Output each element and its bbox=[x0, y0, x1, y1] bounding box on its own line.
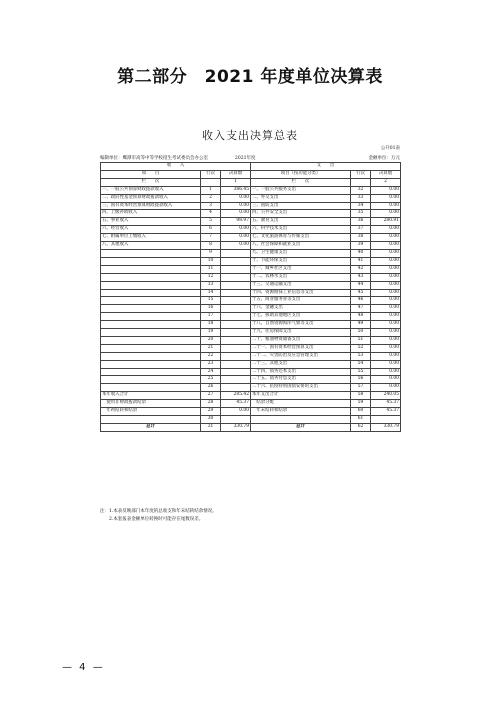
income-amount-cell bbox=[221, 329, 251, 337]
income-amount-cell: 0.00 bbox=[221, 408, 251, 416]
income-row-no-cell: 3 bbox=[201, 202, 221, 210]
expense-item-cell: 二、外交支出 bbox=[251, 194, 351, 202]
expense-item-cell: 十五、商业服务业等支出 bbox=[251, 297, 351, 305]
income-item-cell bbox=[101, 336, 201, 344]
fiscal-year: 2021年度 bbox=[235, 156, 256, 161]
table-row bbox=[101, 257, 401, 265]
income-amount-cell bbox=[221, 281, 251, 289]
income-item-cell: 四、上级补助收入 bbox=[101, 210, 201, 218]
table-row bbox=[101, 352, 401, 360]
expense-row-no-cell: 51 bbox=[351, 336, 371, 344]
expense-row-no-cell: 58 bbox=[351, 392, 371, 400]
income-amount-cell: 0.00 bbox=[221, 242, 251, 250]
table-row bbox=[101, 297, 401, 305]
expense-item-cell: 二十、粮油物资储备支出 bbox=[251, 336, 351, 344]
income-amount-cell bbox=[221, 352, 251, 360]
expense-amount-cell: 0.00 bbox=[371, 336, 401, 344]
expense-row-no-cell: 53 bbox=[351, 352, 371, 360]
expense-item-cell: 十四、资源勘探工业信息等支出 bbox=[251, 289, 351, 297]
income-amount-cell bbox=[221, 321, 251, 329]
income-amount-cell bbox=[221, 257, 251, 265]
expense-amount-cell: 0.00 bbox=[371, 281, 401, 289]
expense-amount-cell: 45.37 bbox=[371, 408, 401, 416]
income-row-no-cell: 29 bbox=[201, 408, 221, 416]
note-line: 注：1.本表反映部门本年度的总收支和年末结转结余情况。 bbox=[100, 509, 217, 514]
income-item-cell bbox=[101, 368, 201, 376]
table-row bbox=[101, 194, 401, 202]
income-item-cell bbox=[101, 352, 201, 360]
expense-item-cell: 十六、金融支出 bbox=[251, 305, 351, 313]
income-row-no-cell: 17 bbox=[201, 313, 221, 321]
income-row-no-cell: 28 bbox=[201, 400, 221, 408]
income-item-cell bbox=[101, 273, 201, 281]
expense-item-cell: 二十一、国有资本经营预算支出 bbox=[251, 344, 351, 352]
table-row bbox=[101, 416, 401, 424]
income-col-number: 1 bbox=[221, 178, 251, 186]
income-row-no-cell: 8 bbox=[201, 242, 221, 250]
table-title: 收入支出决算总表 bbox=[202, 129, 298, 142]
expense-amount-cell: 0.00 bbox=[371, 273, 401, 281]
expense-row-no-cell: 35 bbox=[351, 210, 371, 218]
income-row-no-header: 行次 bbox=[201, 170, 221, 178]
income-col-blank bbox=[201, 178, 221, 186]
income-amount-cell: 98.97 bbox=[221, 218, 251, 226]
table-row bbox=[101, 408, 401, 416]
page-number: — 4 — bbox=[62, 662, 105, 673]
form-number: 公开01表 bbox=[380, 146, 400, 151]
income-row-no-cell: 30 bbox=[201, 416, 221, 424]
expense-row-no-cell: 49 bbox=[351, 321, 371, 329]
expense-amount-cell: 45.37 bbox=[371, 400, 401, 408]
table-row bbox=[101, 392, 401, 400]
expense-row-no-cell: 50 bbox=[351, 329, 371, 337]
income-row-no-cell: 26 bbox=[201, 384, 221, 392]
income-row-no-cell: 9 bbox=[201, 249, 221, 257]
expense-item-cell: 四、公共安全支出 bbox=[251, 210, 351, 218]
income-row-no-cell: 12 bbox=[201, 273, 221, 281]
income-item-header: 项 目 bbox=[101, 170, 201, 178]
income-amount-cell bbox=[221, 289, 251, 297]
income-amount-cell: 45.37 bbox=[221, 400, 251, 408]
income-col-label: 栏 次 bbox=[101, 178, 201, 186]
income-item-cell: 二、政府性基金预算财政拨款收入 bbox=[101, 194, 201, 202]
expense-amount-cell: 0.00 bbox=[371, 305, 401, 313]
table-row bbox=[101, 210, 401, 218]
income-row-no-cell: 31 bbox=[201, 423, 221, 431]
expense-row-no-cell: 60 bbox=[351, 408, 371, 416]
expense-item-cell: 二十二、灾害防治及应急管理支出 bbox=[251, 352, 351, 360]
table-row bbox=[101, 305, 401, 313]
expense-amount-cell: 0.00 bbox=[371, 249, 401, 257]
expense-item-cell: 本年支出合计 bbox=[251, 392, 351, 400]
expense-amount-cell: 0.00 bbox=[371, 313, 401, 321]
expense-amount-cell: 280.91 bbox=[371, 218, 401, 226]
expense-final-header: 决算数 bbox=[371, 170, 401, 178]
expense-row-no-cell: 59 bbox=[351, 400, 371, 408]
expense-row-no-cell: 33 bbox=[351, 194, 371, 202]
income-item-cell bbox=[101, 281, 201, 289]
expense-row-no-cell: 47 bbox=[351, 305, 371, 313]
income-item-cell: 年初结转和结余 bbox=[101, 408, 201, 416]
expense-row-no-cell: 37 bbox=[351, 226, 371, 234]
expense-header: 支 出 bbox=[251, 163, 401, 171]
income-header: 收 入 bbox=[101, 163, 251, 171]
expense-amount-cell: 0.00 bbox=[371, 194, 401, 202]
income-item-cell bbox=[101, 257, 201, 265]
income-item-cell bbox=[101, 305, 201, 313]
income-amount-cell bbox=[221, 368, 251, 376]
income-row-no-cell: 16 bbox=[201, 305, 221, 313]
income-row-no-cell: 22 bbox=[201, 352, 221, 360]
expense-amount-cell bbox=[371, 416, 401, 424]
expense-amount-cell: 0.00 bbox=[371, 234, 401, 242]
header-row-columns bbox=[101, 170, 401, 178]
income-row-no-cell: 13 bbox=[201, 281, 221, 289]
income-row-no-cell: 19 bbox=[201, 329, 221, 337]
income-amount-cell bbox=[221, 344, 251, 352]
table-row bbox=[101, 265, 401, 273]
expense-item-cell: 二十五、债务付息支出 bbox=[251, 376, 351, 384]
expense-amount-cell: 0.00 bbox=[371, 321, 401, 329]
expense-row-no-cell: 46 bbox=[351, 297, 371, 305]
expense-amount-cell: 0.00 bbox=[371, 360, 401, 368]
expense-row-no-cell: 56 bbox=[351, 376, 371, 384]
expense-row-no-cell: 52 bbox=[351, 344, 371, 352]
income-amount-cell bbox=[221, 265, 251, 273]
expense-item-cell: 八、社会保障和就业支出 bbox=[251, 242, 351, 250]
expense-row-no-cell: 62 bbox=[351, 423, 371, 431]
income-item-cell bbox=[101, 376, 201, 384]
expense-item-cell: 十八、自然资源海洋气象等支出 bbox=[251, 321, 351, 329]
income-item-cell bbox=[101, 313, 201, 321]
income-item-cell bbox=[101, 289, 201, 297]
expense-item-cell: 十、节能环保支出 bbox=[251, 257, 351, 265]
table-row bbox=[101, 313, 401, 321]
income-amount-cell bbox=[221, 273, 251, 281]
expense-col-label: 栏 次 bbox=[251, 178, 351, 186]
table-row bbox=[101, 186, 401, 194]
expense-amount-cell: 0.00 bbox=[371, 297, 401, 305]
expense-item-header: 项目（按功能分类） bbox=[251, 170, 351, 178]
expense-item-cell: 总计 bbox=[251, 423, 351, 431]
expense-row-no-cell: 44 bbox=[351, 281, 371, 289]
expense-amount-cell: 0.00 bbox=[371, 352, 401, 360]
header-row-sections bbox=[101, 163, 401, 171]
expense-amount-cell: 0.00 bbox=[371, 384, 401, 392]
expense-row-no-cell: 32 bbox=[351, 186, 371, 194]
expense-row-no-cell: 54 bbox=[351, 360, 371, 368]
income-item-cell bbox=[101, 265, 201, 273]
table-row bbox=[101, 368, 401, 376]
expense-amount-cell: 0.00 bbox=[371, 368, 401, 376]
expense-item-cell: 二十六、抗疫特别国债安排的支出 bbox=[251, 384, 351, 392]
income-amount-cell bbox=[221, 297, 251, 305]
expense-amount-cell: 0.00 bbox=[371, 210, 401, 218]
amount-unit: 金额单位：万元 bbox=[368, 156, 400, 161]
income-amount-cell: 330.79 bbox=[221, 423, 251, 431]
expense-amount-cell: 0.00 bbox=[371, 376, 401, 384]
expense-row-no-cell: 43 bbox=[351, 273, 371, 281]
table-row bbox=[101, 360, 401, 368]
income-item-cell: 使用非财政拨款结余 bbox=[101, 400, 201, 408]
expense-item-cell: 十三、交通运输支出 bbox=[251, 281, 351, 289]
expense-row-no-cell: 38 bbox=[351, 234, 371, 242]
notes bbox=[100, 508, 400, 524]
expense-amount-cell: 0.00 bbox=[371, 202, 401, 210]
org-name: 编制单位：鹰潭市高等中等学校招生考试委员会办公室 bbox=[100, 156, 208, 161]
income-item-cell: 本年收入合计 bbox=[101, 392, 201, 400]
expense-row-no-cell: 40 bbox=[351, 249, 371, 257]
income-row-no-cell: 6 bbox=[201, 226, 221, 234]
income-amount-cell: 0.00 bbox=[221, 194, 251, 202]
expense-amount-cell: 0.00 bbox=[371, 289, 401, 297]
income-row-no-cell: 24 bbox=[201, 368, 221, 376]
summary-table bbox=[100, 162, 401, 432]
expense-item-cell: 年末结转和结余 bbox=[251, 408, 351, 416]
income-row-no-cell: 11 bbox=[201, 265, 221, 273]
income-item-cell: 八、其他收入 bbox=[101, 242, 201, 250]
expense-amount-cell: 0.00 bbox=[371, 257, 401, 265]
income-row-no-cell: 7 bbox=[201, 234, 221, 242]
expense-row-no-cell: 36 bbox=[351, 218, 371, 226]
expense-amount-cell: 0.00 bbox=[371, 344, 401, 352]
income-amount-cell bbox=[221, 384, 251, 392]
income-amount-cell bbox=[221, 313, 251, 321]
income-amount-cell bbox=[221, 360, 251, 368]
income-amount-cell bbox=[221, 336, 251, 344]
expense-row-no-cell: 61 bbox=[351, 416, 371, 424]
income-amount-cell: 386.45 bbox=[221, 186, 251, 194]
income-row-no-cell: 4 bbox=[201, 210, 221, 218]
table-row bbox=[101, 273, 401, 281]
header-row-column-index bbox=[101, 178, 401, 186]
income-item-cell bbox=[101, 416, 201, 424]
expense-item-cell: 五、教育支出 bbox=[251, 218, 351, 226]
income-final-header: 决算数 bbox=[221, 170, 251, 178]
income-amount-cell: 0.00 bbox=[221, 234, 251, 242]
expense-item-cell: 十七、援助其他地区支出 bbox=[251, 313, 351, 321]
table-row bbox=[101, 400, 401, 408]
expense-amount-cell: 0.00 bbox=[371, 226, 401, 234]
expense-col-blank bbox=[351, 178, 371, 186]
table-row bbox=[101, 384, 401, 392]
income-item-cell bbox=[101, 384, 201, 392]
table-row bbox=[101, 226, 401, 234]
table-row bbox=[101, 234, 401, 242]
income-amount-cell: 0.00 bbox=[221, 202, 251, 210]
income-row-no-cell: 27 bbox=[201, 392, 221, 400]
table-row bbox=[101, 242, 401, 250]
income-row-no-cell: 18 bbox=[201, 321, 221, 329]
table-row bbox=[101, 321, 401, 329]
expense-row-no-header: 行次 bbox=[351, 170, 371, 178]
income-item-cell: 一、一般公共预算财政拨款收入 bbox=[101, 186, 201, 194]
expense-amount-cell: 0.00 bbox=[371, 186, 401, 194]
expense-amount-cell: 240.05 bbox=[371, 392, 401, 400]
table-row bbox=[101, 218, 401, 226]
income-row-no-cell: 21 bbox=[201, 344, 221, 352]
income-row-no-cell: 10 bbox=[201, 257, 221, 265]
expense-item-cell: 一、一般公共服务支出 bbox=[251, 186, 351, 194]
expense-item-cell: 十九、住房保障支出 bbox=[251, 329, 351, 337]
expense-row-no-cell: 42 bbox=[351, 265, 371, 273]
expense-item-cell: 二十四、债务还本支出 bbox=[251, 368, 351, 376]
income-amount-cell bbox=[221, 376, 251, 384]
table-row bbox=[101, 329, 401, 337]
expense-row-no-cell: 57 bbox=[351, 384, 371, 392]
table-row bbox=[101, 249, 401, 257]
expense-row-no-cell: 55 bbox=[351, 368, 371, 376]
expense-item-cell: 十二、农林水支出 bbox=[251, 273, 351, 281]
income-row-no-cell: 14 bbox=[201, 289, 221, 297]
income-row-no-cell: 1 bbox=[201, 186, 221, 194]
income-row-no-cell: 23 bbox=[201, 360, 221, 368]
income-item-cell bbox=[101, 249, 201, 257]
expense-amount-cell: 0.00 bbox=[371, 265, 401, 273]
expense-amount-cell: 330.79 bbox=[371, 423, 401, 431]
expense-item-cell: 七、文化旅游体育与传媒支出 bbox=[251, 234, 351, 242]
expense-item-cell: 三、国防支出 bbox=[251, 202, 351, 210]
meta-row bbox=[100, 155, 400, 162]
income-item-cell bbox=[101, 329, 201, 337]
income-item-cell bbox=[101, 297, 201, 305]
expense-row-no-cell: 34 bbox=[351, 202, 371, 210]
income-amount-cell: 285.42 bbox=[221, 392, 251, 400]
income-item-cell bbox=[101, 321, 201, 329]
income-item-cell bbox=[101, 360, 201, 368]
expense-row-no-cell: 39 bbox=[351, 242, 371, 250]
income-row-no-cell: 25 bbox=[201, 376, 221, 384]
expense-item-cell bbox=[251, 416, 351, 424]
income-item-cell bbox=[101, 344, 201, 352]
table-row bbox=[101, 289, 401, 297]
income-amount-cell: 0.00 bbox=[221, 210, 251, 218]
income-item-cell: 七、附属单位上缴收入 bbox=[101, 234, 201, 242]
page-heading: 第二部分 2021 年度单位决算表 bbox=[117, 67, 383, 87]
table-row bbox=[101, 281, 401, 289]
table-row bbox=[101, 202, 401, 210]
expense-row-no-cell: 45 bbox=[351, 289, 371, 297]
expense-item-cell: 六、科学技术支出 bbox=[251, 226, 351, 234]
income-item-cell: 三、国有资本经营预算财政拨款收入 bbox=[101, 202, 201, 210]
expense-col-number: 2 bbox=[371, 178, 401, 186]
expense-amount-cell: 0.00 bbox=[371, 329, 401, 337]
income-amount-cell bbox=[221, 305, 251, 313]
expense-item-cell: 二十三、其他支出 bbox=[251, 360, 351, 368]
income-amount-cell: 0.00 bbox=[221, 226, 251, 234]
table-row bbox=[101, 336, 401, 344]
income-row-no-cell: 2 bbox=[201, 194, 221, 202]
income-amount-cell bbox=[221, 416, 251, 424]
income-row-no-cell: 20 bbox=[201, 336, 221, 344]
expense-row-no-cell: 48 bbox=[351, 313, 371, 321]
table-row bbox=[101, 344, 401, 352]
income-item-cell: 五、事业收入 bbox=[101, 218, 201, 226]
expense-row-no-cell: 41 bbox=[351, 257, 371, 265]
income-row-no-cell: 5 bbox=[201, 218, 221, 226]
income-amount-cell bbox=[221, 249, 251, 257]
table-body bbox=[101, 186, 401, 431]
expense-item-cell: 结余分配 bbox=[251, 400, 351, 408]
table-row bbox=[101, 423, 401, 431]
table-row bbox=[101, 376, 401, 384]
income-row-no-cell: 15 bbox=[201, 297, 221, 305]
expense-item-cell: 九、卫生健康支出 bbox=[251, 249, 351, 257]
expense-amount-cell: 0.00 bbox=[371, 242, 401, 250]
income-item-cell: 六、经营收入 bbox=[101, 226, 201, 234]
note-line: 2.本套报表金额单位转换时可能存在尾数误差。 bbox=[100, 517, 204, 522]
expense-item-cell: 十一、城乡社区支出 bbox=[251, 265, 351, 273]
income-item-cell: 总计 bbox=[101, 423, 201, 431]
